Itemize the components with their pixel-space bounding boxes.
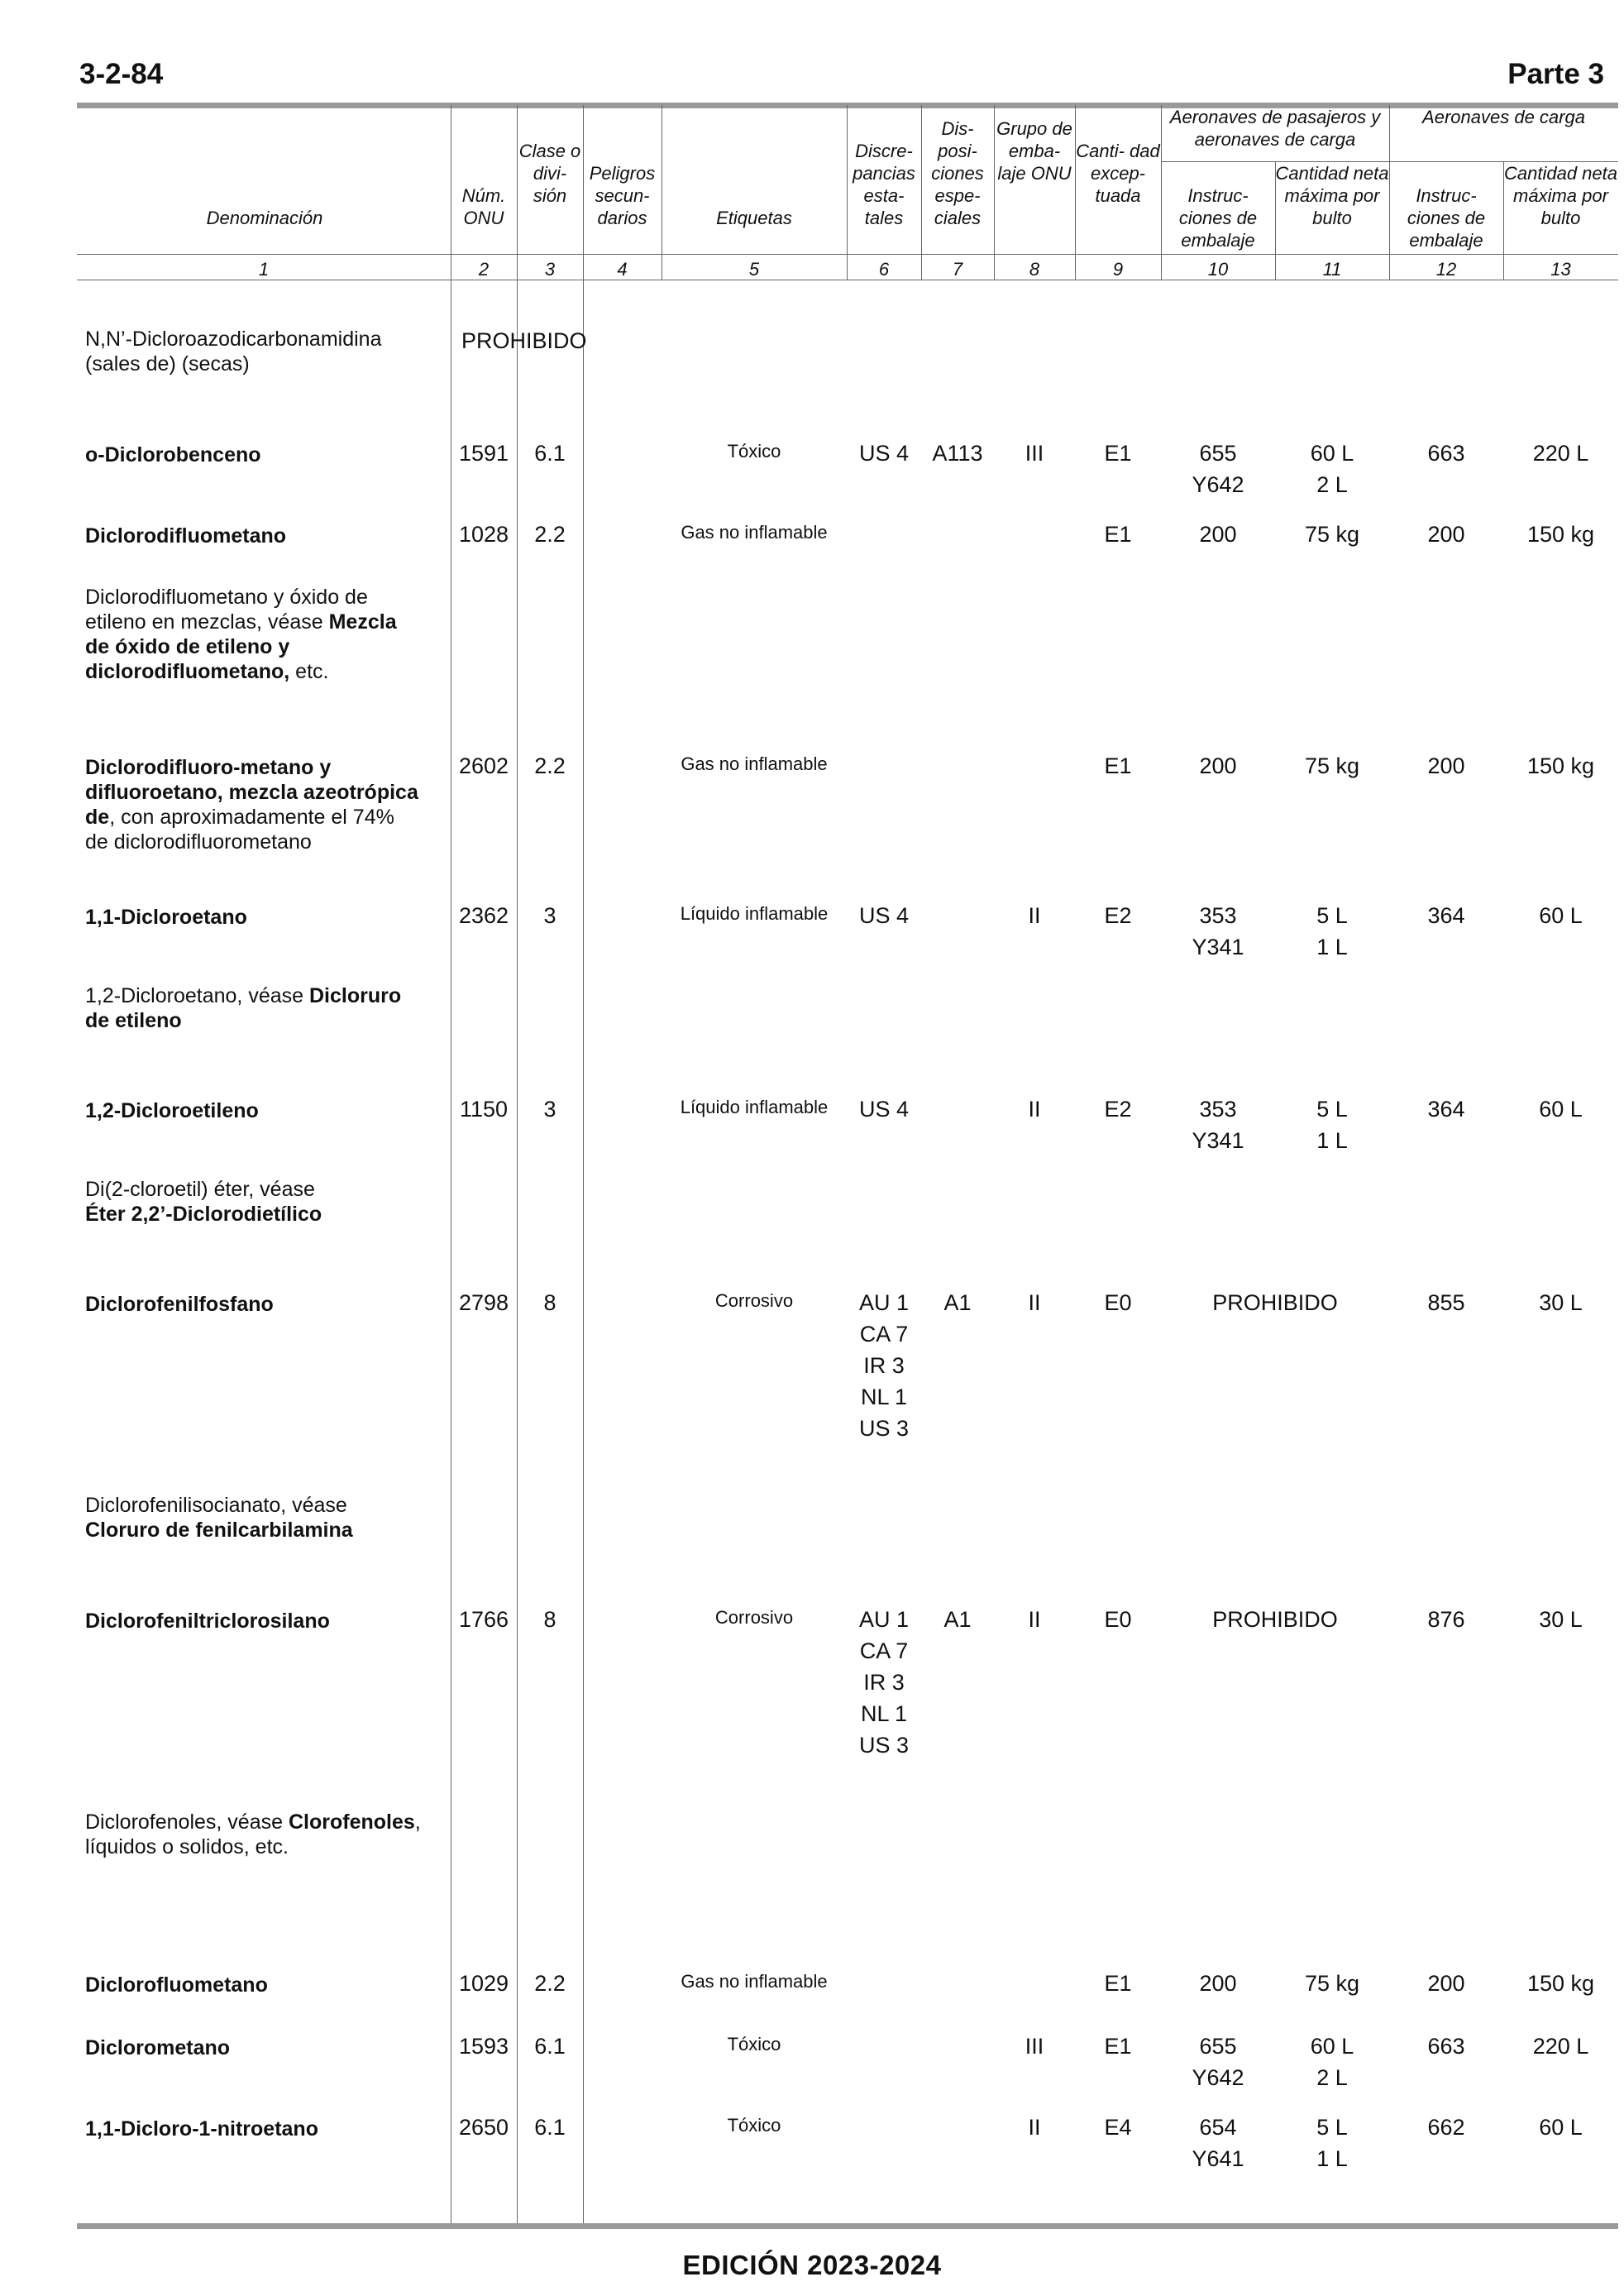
- passenger-packing-instruction: [1161, 750, 1275, 782]
- passenger-max-quantity-line: 1 L: [1316, 1128, 1348, 1153]
- substance-name-text: , con aproximadamente el 74%: [109, 806, 394, 829]
- excepted-quantity: E2: [1104, 903, 1132, 928]
- excepted-quantity: E1: [1104, 2034, 1132, 2059]
- heading-aeronaves-carga: Aeronaves de carga: [1422, 107, 1585, 127]
- cargo-max-quantity: 30 L: [1539, 1607, 1583, 1632]
- substance-name-bold: diclorodifluometano,: [85, 660, 296, 683]
- hazard-label: Corrosivo: [714, 1607, 794, 1628]
- passenger-packing-instruction: [1161, 900, 1275, 963]
- substance-name-bold: de etileno: [85, 1009, 182, 1032]
- passenger-packing-instruction-line: Y642: [1192, 472, 1244, 497]
- heading-peligros: Peligros secun- darios: [589, 163, 656, 228]
- substance-name: [85, 983, 449, 1033]
- part-label: Parte 3: [1507, 58, 1604, 90]
- passenger-max-quantity-line: 2 L: [1316, 2065, 1348, 2090]
- heading-discrepancias: Discre- pancias esta- tales: [853, 141, 915, 228]
- passenger-packing-instruction-line: 655: [1199, 2034, 1237, 2059]
- substance-name-bold: Diclorodifluoro-metano y: [85, 756, 332, 779]
- passenger-max-quantity: [1275, 750, 1389, 782]
- cargo-max-quantity: 220 L: [1532, 2034, 1589, 2059]
- state-variations: [847, 1604, 921, 1761]
- class-division: 2.2: [534, 1971, 566, 1996]
- hazard-label: Tóxico: [727, 441, 781, 462]
- substance-name-text: de diclorodifluorometano: [85, 830, 312, 854]
- un-number: 2362: [458, 903, 509, 928]
- passenger-max-quantity-line: 5 L: [1316, 903, 1348, 928]
- un-number: 2650: [458, 2115, 509, 2140]
- passenger-packing-instruction: [1161, 438, 1275, 500]
- excepted-quantity: E1: [1104, 753, 1132, 778]
- passenger-prohibited: PROHIBIDO: [1212, 1607, 1338, 1632]
- heading-cantidad-pax: Cantidad neta máxima por bulto: [1275, 163, 1389, 228]
- passenger-max-quantity-line: 1 L: [1316, 935, 1348, 959]
- packing-group: II: [1028, 903, 1041, 928]
- substance-name: [85, 1493, 449, 1543]
- passenger-max-quantity-line: 75 kg: [1304, 522, 1360, 547]
- cargo-packing-instruction: 663: [1427, 441, 1465, 466]
- substance-name-bold: Diclorofeniltriclorosilano: [85, 1610, 330, 1633]
- packing-group: II: [1028, 1097, 1041, 1122]
- column-number: 13: [1550, 259, 1571, 280]
- substance-name-text: (sales de) (secas): [85, 352, 250, 375]
- passenger-max-quantity: [1275, 2031, 1389, 2093]
- body-column-divider: [583, 280, 584, 2223]
- substance-name: [85, 1177, 449, 1227]
- cargo-packing-instruction: 364: [1427, 903, 1465, 928]
- hazard-label: Corrosivo: [714, 1290, 794, 1311]
- un-number: 1766: [458, 1607, 509, 1632]
- state-variations-line: US 4: [858, 441, 910, 466]
- passenger-packing-instruction-line: Y341: [1192, 935, 1244, 959]
- passenger-packing-instruction: [1161, 2031, 1275, 2093]
- column-number: 1: [258, 259, 270, 280]
- passenger-packing-instruction-line: 654: [1199, 2115, 1237, 2140]
- state-variations: [847, 1093, 921, 1125]
- substance-name-bold: de: [85, 806, 110, 829]
- substance-name: [85, 442, 449, 467]
- excepted-quantity: E0: [1104, 1607, 1132, 1632]
- cargo-packing-instruction: 855: [1427, 1290, 1465, 1315]
- passenger-max-quantity-line: 75 kg: [1304, 1971, 1360, 1996]
- excepted-quantity: E1: [1104, 441, 1132, 466]
- substance-name-text: Diclorofenilisocianato, véase: [85, 1494, 347, 1517]
- passenger-packing-instruction: [1161, 1968, 1275, 1999]
- heading-divider: [77, 254, 1618, 255]
- hazard-label: Tóxico: [727, 2034, 781, 2054]
- packing-group: II: [1028, 2115, 1041, 2140]
- passenger-max-quantity: [1275, 519, 1389, 550]
- column-number: 4: [617, 259, 628, 280]
- excepted-quantity: E1: [1104, 1971, 1132, 1996]
- cargo-packing-instruction: 876: [1427, 1607, 1465, 1632]
- substance-name: [85, 905, 449, 930]
- column-number: 12: [1435, 259, 1457, 280]
- class-division: 2.2: [534, 522, 566, 547]
- passenger-max-quantity: [1275, 1093, 1389, 1156]
- column-number: 9: [1112, 259, 1124, 280]
- passenger-packing-instruction: [1161, 2112, 1275, 2174]
- substance-name: [85, 1810, 449, 1859]
- passenger-packing-instruction-line: 353: [1199, 903, 1237, 928]
- substance-name-bold: Mezcla: [328, 610, 397, 634]
- passenger-packing-instruction-line: 353: [1199, 1097, 1237, 1122]
- cargo-max-quantity: 60 L: [1539, 1097, 1583, 1122]
- packing-group: II: [1028, 1290, 1041, 1315]
- substance-name-bold: 1,1-Dicloroetano: [85, 906, 247, 929]
- state-variations: [847, 438, 921, 469]
- passenger-max-quantity-line: 75 kg: [1304, 753, 1360, 778]
- excepted-quantity: E1: [1104, 522, 1132, 547]
- passenger-max-quantity: [1275, 1968, 1389, 1999]
- bottom-rule: [77, 2223, 1618, 2229]
- passenger-prohibited: PROHIBIDO: [1212, 1290, 1338, 1315]
- substance-name: [85, 2035, 449, 2060]
- substance-name-text: líquidos o solidos, etc.: [85, 1835, 289, 1858]
- hazard-label: Gas no inflamable: [681, 753, 828, 774]
- substance-name: [85, 1098, 449, 1123]
- passenger-max-quantity: [1275, 438, 1389, 500]
- state-variations: [847, 1287, 921, 1444]
- prohibited-text: PROHIBIDO: [461, 328, 587, 353]
- cargo-max-quantity: 150 kg: [1526, 753, 1595, 778]
- body-column-divider: [517, 280, 518, 2223]
- heading-etiquetas: Etiquetas: [716, 208, 792, 228]
- hazard-label: Gas no inflamable: [681, 1971, 828, 1992]
- class-division: 3: [543, 903, 556, 928]
- column-number: 8: [1029, 259, 1040, 280]
- substance-name: [85, 1609, 449, 1634]
- passenger-packing-instruction-line: Y341: [1192, 1128, 1244, 1153]
- passenger-packing-instruction-line: Y641: [1192, 2146, 1244, 2171]
- un-number: 1150: [459, 1097, 509, 1122]
- cargo-packing-instruction: 200: [1427, 753, 1465, 778]
- substance-name: [85, 755, 449, 854]
- heading-clase: Clase o divi- sión: [518, 141, 581, 206]
- class-division: 6.1: [534, 441, 566, 466]
- passenger-max-quantity: [1275, 2112, 1389, 2174]
- substance-name-text: Diclorodifluometano y óxido de: [85, 586, 368, 609]
- substance-name-bold: Diclorofluometano: [85, 1973, 268, 1997]
- cargo-max-quantity: 150 kg: [1526, 522, 1595, 547]
- column-number: 10: [1207, 259, 1229, 280]
- passenger-packing-instruction-line: Y642: [1192, 2065, 1244, 2090]
- passenger-max-quantity-line: 5 L: [1316, 1097, 1348, 1122]
- special-provisions: A113: [932, 441, 983, 466]
- state-variations-line: AU 1: [858, 1290, 910, 1315]
- column-number: 7: [952, 259, 963, 280]
- special-provisions: A1: [943, 1607, 972, 1632]
- substance-name-text: Diclorofenoles, véase: [85, 1810, 289, 1834]
- heading-denominacion: Denominación: [206, 208, 323, 228]
- cargo-packing-instruction: 200: [1427, 522, 1465, 547]
- column-number: 3: [544, 259, 556, 280]
- state-variations-line: US 3: [858, 1733, 910, 1758]
- un-number: 1029: [458, 1971, 509, 1996]
- column-number: 11: [1322, 259, 1342, 280]
- heading-cantidad-exceptuada: Canti- dad excep- tuada: [1076, 141, 1160, 206]
- page-number: 3-2-84: [79, 58, 164, 90]
- heading-instrucciones-carga: Instruc- ciones de embalaje: [1407, 185, 1486, 251]
- substance-name-bold: Éter 2,2’-Diclorodietílico: [85, 1203, 322, 1226]
- column-number: 2: [478, 259, 490, 280]
- cargo-max-quantity: 30 L: [1539, 1290, 1583, 1315]
- state-variations-line: IR 3: [863, 1353, 905, 1378]
- cargo-max-quantity: 220 L: [1532, 441, 1589, 466]
- substance-name: [85, 524, 449, 548]
- edition-footer: EDICIÓN 2023-2024: [682, 2250, 942, 2280]
- substance-name-text: ,: [414, 1810, 421, 1834]
- state-variations-line: US 4: [858, 903, 910, 928]
- substance-name: [85, 585, 449, 684]
- substance-name: [85, 2117, 449, 2141]
- passenger-max-quantity-line: 5 L: [1316, 2115, 1348, 2140]
- passenger-packing-instruction-line: 200: [1199, 1971, 1237, 1996]
- substance-name-bold: 1,2-Dicloroetileno: [85, 1099, 259, 1122]
- un-number: 1591: [458, 441, 509, 466]
- passenger-max-quantity-line: 60 L: [1310, 441, 1354, 466]
- hazard-label: Líquido inflamable: [680, 903, 829, 924]
- passenger-packing-instruction: [1161, 519, 1275, 550]
- hazard-label: Tóxico: [727, 2115, 781, 2136]
- substance-name-bold: Diclorodifluometano: [85, 524, 287, 548]
- substance-name-text: 1,2-Dicloroetano, véase: [85, 984, 309, 1007]
- substance-name-text: Di(2-cloroetil) éter, véase: [85, 1178, 315, 1201]
- substance-name-bold: difluoroetano, mezcla azeotrópica: [85, 781, 418, 804]
- cargo-max-quantity: 150 kg: [1526, 1971, 1595, 1996]
- un-number: 1593: [458, 2034, 509, 2059]
- substance-name: [85, 1292, 449, 1317]
- state-variations-line: NL 1: [860, 1385, 908, 1409]
- un-number: 2602: [458, 753, 509, 778]
- cargo-max-quantity: 60 L: [1539, 903, 1583, 928]
- class-division: 3: [543, 1097, 556, 1122]
- passenger-packing-instruction: [1161, 1093, 1275, 1156]
- class-division: 2.2: [534, 753, 566, 778]
- state-variations-line: IR 3: [863, 1670, 905, 1695]
- class-division: 8: [543, 1290, 556, 1315]
- packing-group: III: [1025, 441, 1044, 466]
- hazard-label: Líquido inflamable: [680, 1097, 829, 1117]
- cargo-max-quantity: 60 L: [1539, 2115, 1583, 2140]
- excepted-quantity: E2: [1104, 1097, 1132, 1122]
- column-number: 5: [748, 259, 760, 280]
- hazard-label: Gas no inflamable: [681, 522, 828, 543]
- passenger-max-quantity-line: 2 L: [1316, 472, 1348, 497]
- passenger-packing-instruction-line: 200: [1199, 522, 1237, 547]
- packing-group: II: [1028, 1607, 1041, 1632]
- cargo-packing-instruction: 662: [1427, 2115, 1465, 2140]
- heading-aeronaves-pasajeros: Aeronaves de pasajeros y aeronaves de carga: [1169, 107, 1381, 150]
- class-division: 8: [543, 1607, 556, 1632]
- cargo-packing-instruction: 200: [1427, 1971, 1465, 1996]
- cargo-packing-instruction: 364: [1427, 1097, 1465, 1122]
- excepted-quantity: E0: [1104, 1290, 1132, 1315]
- passenger-max-quantity: [1275, 900, 1389, 963]
- substance-name: [85, 327, 449, 376]
- state-variations-line: AU 1: [858, 1607, 910, 1632]
- packing-group: III: [1025, 2034, 1044, 2059]
- un-number: 2798: [458, 1290, 509, 1315]
- passenger-max-quantity-line: 60 L: [1310, 2034, 1354, 2059]
- special-provisions: A1: [943, 1290, 972, 1315]
- substance-name-bold: Clorofenoles: [288, 1810, 415, 1834]
- substance-name-text: N,N’-Dicloroazodicarbonamidina: [85, 328, 382, 351]
- state-variations-line: NL 1: [860, 1701, 908, 1726]
- un-number: 1028: [458, 522, 509, 547]
- column-number: 6: [878, 259, 890, 280]
- passenger-max-quantity-line: 1 L: [1316, 2146, 1348, 2171]
- heading-cantidad-carga: Cantidad neta máxima por bulto: [1504, 163, 1617, 228]
- passenger-packing-instruction-line: 655: [1199, 441, 1237, 466]
- state-variations-line: US 4: [858, 1097, 910, 1122]
- state-variations: [847, 900, 921, 931]
- heading-grupo-embalaje: Grupo de emba- laje ONU: [996, 118, 1072, 184]
- substance-name-bold: Diclorofenilfosfano: [85, 1293, 274, 1316]
- class-division: 6.1: [534, 2034, 566, 2059]
- substance-name: [85, 1973, 449, 1997]
- heading-disposiciones: Dis- posi- ciones espe- ciales: [931, 118, 984, 228]
- substance-name-bold: Dicloruro: [308, 984, 402, 1007]
- substance-name-bold: Diclorometano: [85, 2036, 231, 2059]
- substance-name-bold: de óxido de etileno y: [85, 635, 290, 658]
- heading-num-onu: Núm. ONU: [461, 185, 506, 228]
- substance-name-bold: 1,1-Dicloro-1-nitroetano: [85, 2117, 318, 2141]
- state-variations-line: US 3: [858, 1416, 910, 1441]
- cargo-packing-instruction: 663: [1427, 2034, 1465, 2059]
- class-division: 6.1: [534, 2115, 566, 2140]
- substance-name-text: etc.: [295, 660, 329, 683]
- excepted-quantity: E4: [1104, 2115, 1132, 2140]
- state-variations-line: CA 7: [859, 1638, 909, 1663]
- heading-instrucciones-pax: Instruc- ciones de embalaje: [1178, 185, 1258, 251]
- substance-name-bold: Cloruro de fenilcarbilamina: [85, 1519, 353, 1542]
- substance-name-text: etileno en mezclas, véase: [85, 610, 329, 634]
- passenger-packing-instruction-line: 200: [1199, 753, 1237, 778]
- state-variations-line: CA 7: [859, 1322, 909, 1347]
- substance-name-bold: o-Diclorobenceno: [85, 443, 261, 466]
